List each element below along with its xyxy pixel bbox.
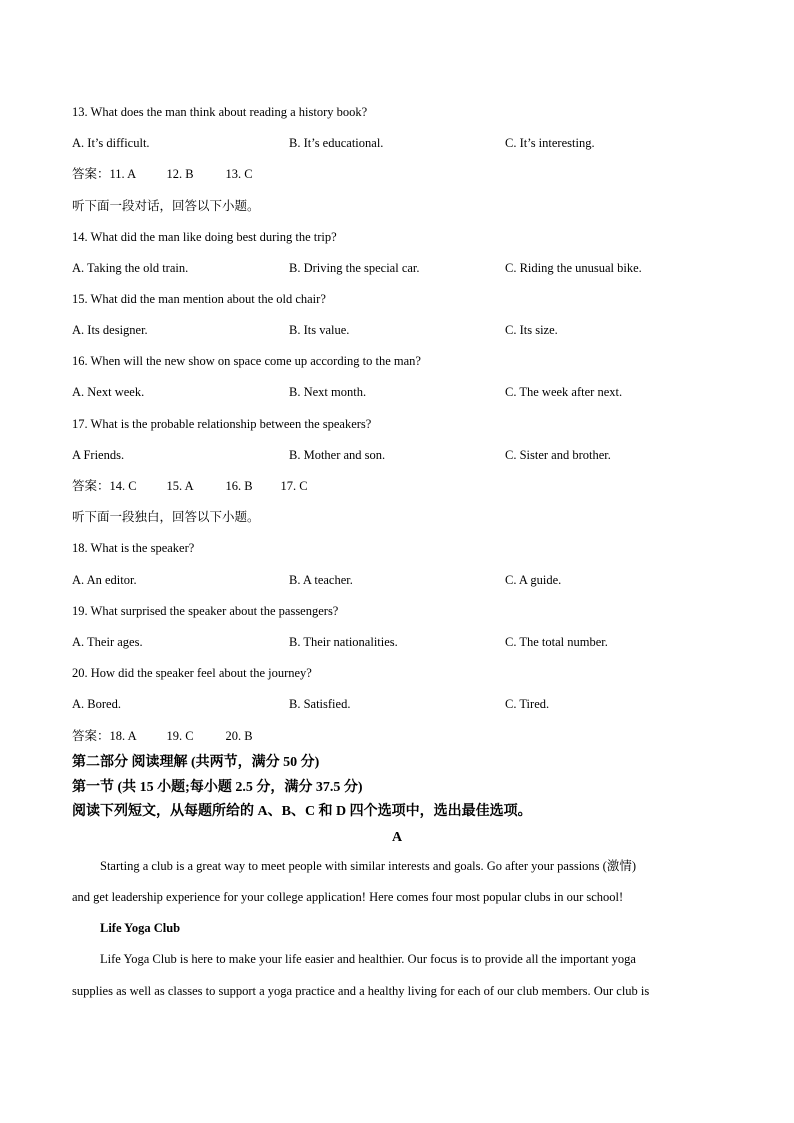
reading-directions: 阅读下列短文，从每题所给的 A、B、C 和 D 四个选项中，选出最佳选项。 [72, 804, 532, 819]
answer-item: 14. C [109, 479, 137, 493]
option-16-a: A. Next week. [72, 385, 145, 399]
option-16-c: C. The week after next. [505, 385, 623, 399]
passage-paragraph-2-line-2: supplies as well as classes to support a yoga practice and a healthy living for each of our club members. Our club is [72, 984, 650, 998]
section-one-heading: 第一节 (共 15 小题;每小题 2.5 分，满分 37.5 分) [72, 780, 363, 795]
option-19-a: A. Their ages. [72, 635, 143, 649]
option-13-a: A. It’s difficult. [72, 136, 150, 150]
option-19-c: C. The total number. [505, 635, 608, 649]
option-15-c: C. Its size. [505, 323, 558, 337]
question-20: 20. How did the speaker feel about the journey? [72, 666, 312, 680]
option-17-b: B. Mother and son. [289, 448, 386, 462]
option-15-b: B. Its value. [289, 323, 350, 337]
option-20-b: B. Satisfied. [289, 697, 351, 711]
question-19: 19. What surprised the speaker about the passengers? [72, 604, 339, 618]
option-17-c: C. Sister and brother. [505, 448, 611, 462]
answer-line-11-13 [72, 166, 253, 182]
option-15-a: A. Its designer. [72, 323, 148, 337]
answer-label: 答案： [72, 479, 110, 493]
question-13: 13. What does the man think about reading a history book? [72, 105, 368, 119]
question-16: 16. When will the new show on space come up according to the man? [72, 354, 421, 368]
answer-line-18-20 [72, 728, 253, 744]
option-20-a: A. Bored. [72, 697, 121, 711]
option-13-b: B. It’s educational. [289, 136, 384, 150]
answer-item: 17. C [280, 479, 308, 493]
option-14-a: A. Taking the old train. [72, 261, 189, 275]
instruction-monologue: 听下面一段独白，回答以下小题。 [72, 510, 260, 524]
answer-item: 12. B [166, 167, 194, 181]
passage-paragraph-2-line-1: Life Yoga Club is here to make your life easier and healthier. Our focus is to provide all the important yoga [100, 952, 636, 966]
option-17-a: A Friends. [72, 448, 125, 462]
answer-item: 19. C [166, 729, 194, 743]
option-14-c: C. Riding the unusual bike. [505, 261, 642, 275]
answer-label: 答案： [72, 729, 110, 743]
passage-paragraph-1-line-2: and get leadership experience for your college application! Here comes four most popular clubs in our school! [72, 890, 624, 904]
answer-line-14-17 [72, 478, 308, 494]
answer-item: 11. A [109, 167, 137, 181]
instruction-dialogue: 听下面一段对话，回答以下小题。 [72, 199, 260, 213]
question-14: 14. What did the man like doing best during the trip? [72, 230, 337, 244]
question-15: 15. What did the man mention about the old chair? [72, 292, 326, 306]
answer-item: 16. B [225, 479, 253, 493]
option-18-b: B. A teacher. [289, 573, 353, 587]
answer-item: 20. B [225, 729, 253, 743]
club-heading: Life Yoga Club [100, 921, 181, 935]
question-18: 18. What is the speaker? [72, 541, 195, 555]
option-18-a: A. An editor. [72, 573, 137, 587]
part-two-heading: 第二部分 阅读理解 (共两节，满分 50 分) [72, 755, 320, 770]
option-19-b: B. Their nationalities. [289, 635, 398, 649]
option-18-c: C. A guide. [505, 573, 562, 587]
answer-item: 13. C [225, 167, 253, 181]
passage-paragraph-1-line-1: Starting a club is a great way to meet people with similar interests and goals. Go after your passions (激情) [100, 859, 636, 873]
answer-item: 18. A [109, 729, 137, 743]
option-16-b: B. Next month. [289, 385, 367, 399]
passage-label: A [391, 830, 403, 845]
option-14-b: B. Driving the special car. [289, 261, 420, 275]
question-17: 17. What is the probable relationship between the speakers? [72, 417, 372, 431]
answer-label: 答案： [72, 167, 110, 181]
option-20-c: C. Tired. [505, 697, 550, 711]
answer-item: 15. A [166, 479, 194, 493]
option-13-c: C. It’s interesting. [505, 136, 595, 150]
